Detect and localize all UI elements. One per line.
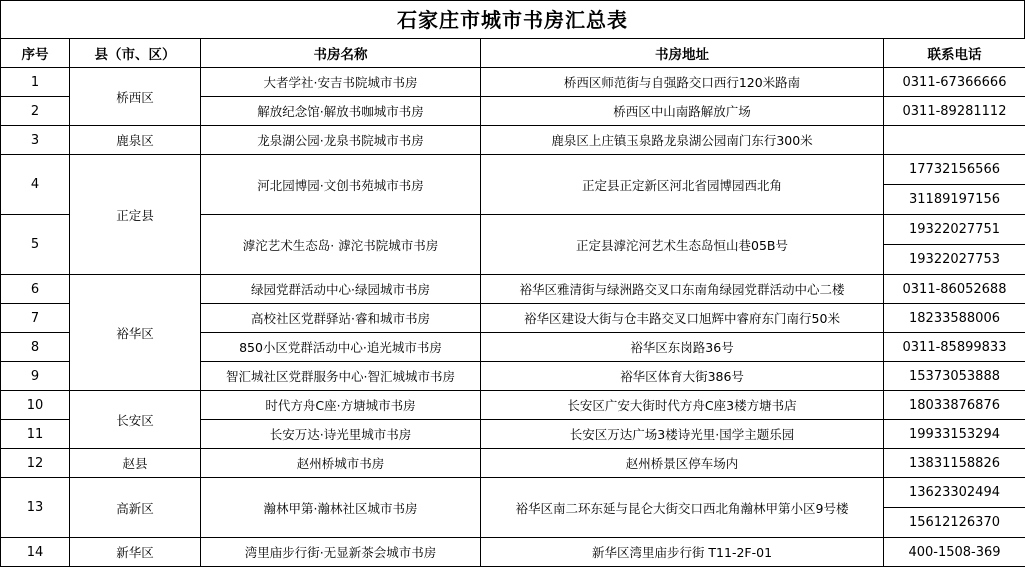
bookroom-phone: 13831158826 (884, 449, 1025, 478)
row-index: 11 (1, 420, 70, 449)
header-phone: 联系电话 (884, 39, 1025, 68)
bookroom-name: 时代方舟C座·方塘城市书房 (201, 391, 481, 420)
county-cell: 桥西区 (70, 68, 201, 126)
county-cell: 赵县 (70, 449, 201, 478)
bookroom-phone: 19322027753 (884, 244, 1025, 274)
bookroom-name: 绿园党群活动中心·绿园城市书房 (201, 275, 481, 304)
bookroom-address: 长安区广安大街时代方舟C座3楼方塘书店 (481, 391, 884, 420)
bookroom-name: 湾里庙步行街·无显新茶会城市书房 (201, 538, 481, 567)
row-index: 2 (1, 97, 70, 126)
bookroom-phone-pair (884, 478, 1025, 538)
bookroom-phone: 15612126370 (884, 507, 1025, 537)
bookroom-name: 850小区党群活动中心·追光城市书房 (201, 333, 481, 362)
bookroom-phone: 18233588006 (884, 304, 1025, 333)
row-index: 10 (1, 391, 70, 420)
bookroom-phone: 0311-85899833 (884, 333, 1025, 362)
bookroom-phone: 13623302494 (909, 485, 1000, 500)
bookroom-phone: 0311-89281112 (884, 97, 1025, 126)
bookroom-name: 智汇城社区党群服务中心·智汇城城市书房 (201, 362, 481, 391)
bookroom-name: 龙泉湖公园·龙泉书院城市书房 (201, 126, 481, 155)
table-row (1, 391, 1025, 420)
bookroom-phone-pair (884, 215, 1025, 275)
table-row (1, 538, 1025, 567)
header-name: 书房名称 (201, 39, 481, 68)
bookroom-address: 正定县正定新区河北省园博园西北角 (481, 155, 884, 215)
row-index: 4 (1, 155, 70, 215)
bookroom-phone: 0311-86052688 (884, 275, 1025, 304)
bookroom-name: 高校社区党群驿站·睿和城市书房 (201, 304, 481, 333)
bookroom-address: 桥西区中山南路解放广场 (481, 97, 884, 126)
table-row (1, 478, 1025, 538)
county-cell: 高新区 (70, 478, 201, 538)
header-row (1, 39, 1025, 68)
county-cell: 正定县 (70, 155, 201, 275)
bookroom-address: 裕华区雅清街与绿洲路交叉口东南角绿园党群活动中心二楼 (481, 275, 884, 304)
bookroom-name: 大者学社·安吉书院城市书房 (201, 68, 481, 97)
row-index: 12 (1, 449, 70, 478)
bookroom-name: 长安万达·诗光里城市书房 (201, 420, 481, 449)
header-index: 序号 (1, 39, 70, 68)
row-index: 8 (1, 333, 70, 362)
table-row (1, 68, 1025, 97)
bookroom-phone: 31189197156 (884, 184, 1025, 214)
row-index: 5 (1, 215, 70, 275)
bookroom-name: 解放纪念馆·解放书咖城市书房 (201, 97, 481, 126)
row-index: 3 (1, 126, 70, 155)
county-cell: 鹿泉区 (70, 126, 201, 155)
bookroom-phone: 15373053888 (884, 362, 1025, 391)
bookroom-name: 滹沱艺术生态岛· 滹沱书院城市书房 (201, 215, 481, 275)
bookroom-address: 裕华区建设大街与仓丰路交叉口旭辉中睿府东门南行50米 (481, 304, 884, 333)
row-index: 6 (1, 275, 70, 304)
bookroom-address: 鹿泉区上庄镇玉泉路龙泉湖公园南门东行300米 (481, 126, 884, 155)
bookroom-phone: 18033876876 (884, 391, 1025, 420)
table-row (1, 275, 1025, 304)
bookroom-phone: 0311-67366666 (884, 68, 1025, 97)
county-cell: 新华区 (70, 538, 201, 567)
row-index: 1 (1, 68, 70, 97)
county-cell: 长安区 (70, 391, 201, 449)
bookroom-phone: 17732156566 (909, 162, 1000, 177)
bookroom-table (0, 38, 1025, 567)
bookroom-name: 瀚林甲第·瀚林社区城市书房 (201, 478, 481, 538)
bookroom-phone: 19322027751 (909, 222, 1000, 237)
bookroom-name: 赵州桥城市书房 (201, 449, 481, 478)
sheet-title: 石家庄市城市书房汇总表 (0, 0, 1025, 38)
table-row (1, 126, 1025, 155)
bookroom-address: 新华区湾里庙步行街 T11-2F-01 (481, 538, 884, 567)
bookroom-address: 桥西区师范街与自强路交口西行120米路南 (481, 68, 884, 97)
bookroom-address: 裕华区南二环东延与昆仑大街交口西北角瀚林甲第小区9号楼 (481, 478, 884, 538)
county-cell: 裕华区 (70, 275, 201, 391)
bookroom-phone (884, 126, 1025, 155)
bookroom-address: 长安区万达广场3楼诗光里·国学主题乐园 (481, 420, 884, 449)
table-row (1, 449, 1025, 478)
row-index: 14 (1, 538, 70, 567)
header-county: 县（市、区） (70, 39, 201, 68)
table-row (1, 155, 1025, 215)
bookroom-name: 河北园博园·文创书苑城市书房 (201, 155, 481, 215)
bookroom-phone-pair (884, 155, 1025, 215)
bookroom-phone: 19933153294 (884, 420, 1025, 449)
bookroom-address: 裕华区体育大街386号 (481, 362, 884, 391)
header-address: 书房地址 (481, 39, 884, 68)
bookroom-phone: 400-1508-369 (884, 538, 1025, 567)
row-index: 9 (1, 362, 70, 391)
bookroom-address: 赵州桥景区停车场内 (481, 449, 884, 478)
bookroom-address: 裕华区东岗路36号 (481, 333, 884, 362)
bookroom-address: 正定县滹沱河艺术生态岛恒山巷05B号 (481, 215, 884, 275)
row-index: 7 (1, 304, 70, 333)
row-index: 13 (1, 478, 70, 538)
